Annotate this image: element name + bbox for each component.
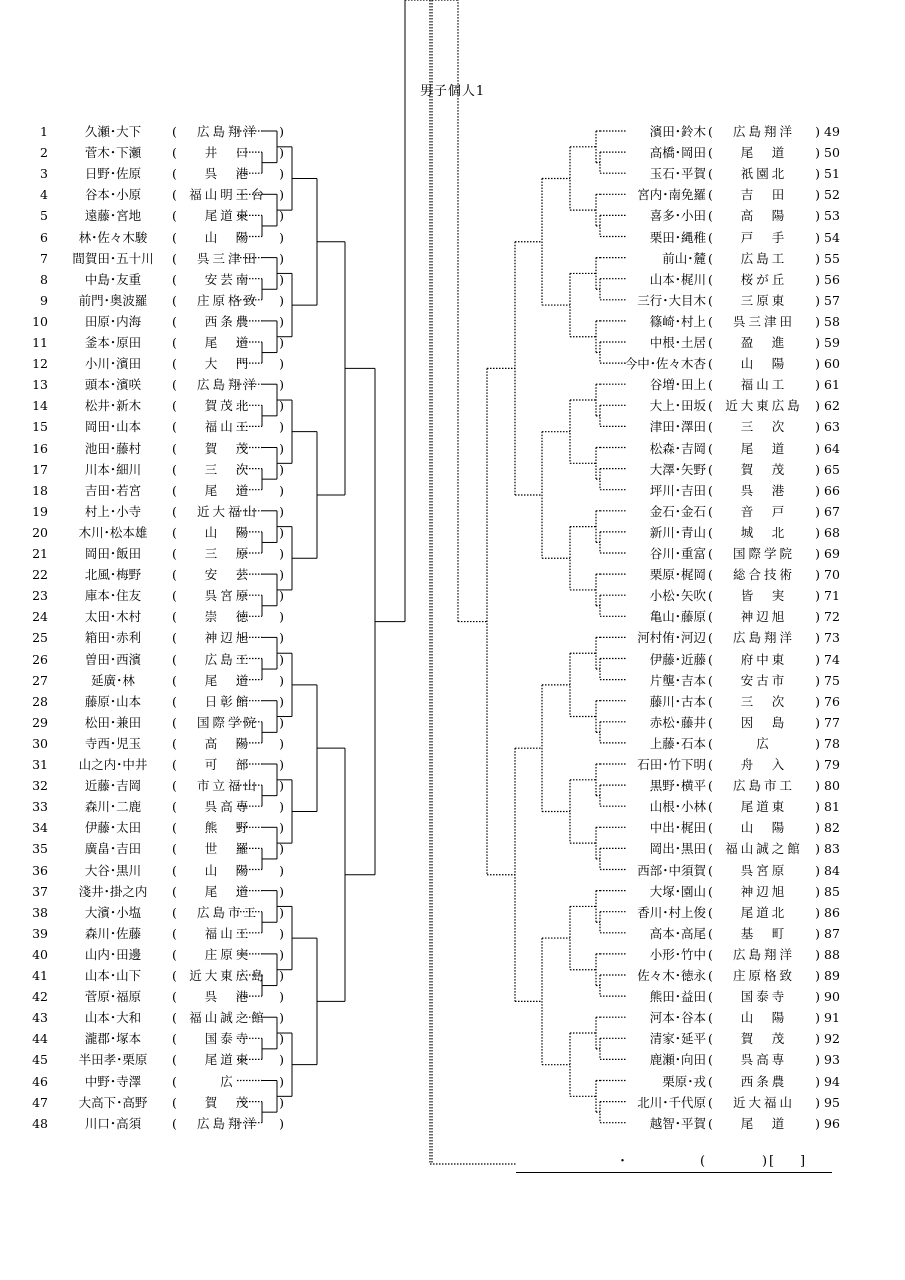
entry-number: 49 [824,124,840,139]
school-name: ( 賀茂北 ) [172,398,284,414]
player-names: 谷川･重富 [649,546,706,561]
school-name: ( 神辺旭 ) [708,883,820,899]
player-names: 小川･濱田 [84,356,142,372]
school-name: ( 崇 徳 ) [172,609,284,625]
entry-number: 53 [824,208,840,224]
entry-number: 16 [32,440,48,456]
school-name: ( 三原東 ) [708,292,820,308]
player-names: 高橋･岡田 [649,145,706,161]
player-names: 藤原･山本 [84,693,142,709]
school-name: ( 盈 進 ) [708,335,820,350]
school-name: ( 祇園北 ) [708,166,820,182]
player-names: 廣畠･吉田 [84,841,142,857]
player-names: 伊藤･近藤 [649,651,706,667]
entry-number: 80 [824,778,840,794]
entry-number: 50 [824,145,840,161]
school-name: ( 呉 港 ) [172,166,284,182]
entry-number: 74 [824,651,840,667]
school-name: ( 因 島 ) [708,714,820,730]
entry-number: 34 [32,820,48,836]
player-names: 森川･二鹿 [84,799,142,815]
result-dot: ・ [616,1154,630,1169]
player-names: 石田･竹下明 [637,757,706,772]
entry-number: 44 [32,1031,48,1047]
player-names: 寺西･児玉 [84,735,142,751]
player-names: 頭本･濱咲 [84,377,142,393]
entry-number: 91 [824,1010,840,1026]
player-names: 谷本･小原 [84,187,142,203]
entry-number: 47 [32,1094,48,1110]
entry-number: 54 [824,229,840,245]
entry-number: 64 [824,440,840,456]
entry-number: 75 [824,672,840,688]
player-names: 小形･竹中 [649,946,706,962]
school-name: ( 福山明王台 ) [172,187,284,203]
school-name: ( 世 羅 ) [172,841,284,857]
school-name: ( 近大福山 ) [172,503,284,519]
school-name: ( 賀 茂 ) [172,1094,284,1110]
player-names: 林･佐々木駿 [78,229,148,245]
entry-number: 9 [40,292,48,308]
player-names: 菅原･福原 [84,989,142,1005]
entry-number: 17 [32,461,48,477]
school-name: ( 尾 道 ) [172,482,284,498]
school-name: ( 城 北 ) [708,524,820,540]
school-name: ( 山 陽 ) [708,820,820,836]
player-names: 香川･村上俊 [637,904,706,920]
player-names: 川本･細川 [84,461,142,477]
entry-number: 96 [824,1115,840,1131]
entry-number: 42 [32,989,48,1005]
school-name: ( 国泰寺 ) [172,1031,284,1047]
player-names: 木川･松本雄 [78,524,148,540]
entry-number: 4 [40,187,48,203]
school-name: ( 西条農 ) [172,313,284,329]
player-names: 西部･中須賀 [637,862,706,878]
entry-number: 21 [32,546,48,561]
entry-number: 73 [824,630,840,646]
player-names: 赤松･藤井 [649,714,706,730]
school-name: ( 呉 港 ) [708,482,820,498]
school-name: ( 福山工 ) [172,419,284,435]
player-names: 庫本･住友 [84,588,142,604]
school-name: ( 皆 実 ) [708,588,820,604]
entry-number: 59 [824,335,840,350]
school-name: ( 桜が丘 ) [708,271,820,287]
school-name: ( 庄原実 ) [172,946,284,962]
entry-number: 20 [32,524,48,540]
player-names: 北川･千代原 [637,1094,706,1110]
result-bracket-close: ] [800,1154,806,1169]
player-names: 佐々木･徳永 [637,968,706,983]
entry-number: 13 [32,377,48,393]
entry-number: 72 [824,609,840,625]
entry-number: 41 [32,968,48,983]
entry-number: 84 [824,862,840,878]
entry-number: 26 [32,651,48,667]
entry-number: 11 [32,335,48,350]
player-names: 釜本･原田 [84,335,142,350]
entry-number: 39 [32,925,48,941]
school-name: ( 三 次 ) [708,419,820,435]
player-names: 栗田･縄稚 [649,229,706,245]
player-names: 山本･梶川 [649,271,706,287]
entry-number: 76 [824,693,840,709]
player-names: 黒野･横平 [649,778,706,794]
entry-number: 31 [32,757,48,772]
school-name: ( 尾道東 ) [172,1052,284,1068]
school-name: ( 尾 道 ) [708,1115,820,1131]
school-name: ( 尾道東 ) [708,799,820,815]
entry-number: 43 [32,1010,48,1026]
school-name: ( 呉 港 ) [172,989,284,1005]
player-names: 大高下･高野 [78,1094,148,1110]
player-names: 半田孝･栗原 [78,1052,148,1068]
school-name: ( 福山誠之館 ) [172,1010,284,1026]
school-name: ( 賀 茂 ) [172,440,284,456]
entry-number: 2 [40,145,48,161]
entry-number: 5 [40,208,48,224]
page-title: 男子個人1 [419,84,486,99]
entry-number: 6 [40,229,48,245]
school-name: ( 安 芸 ) [172,567,284,583]
entry-number: 33 [32,799,48,815]
school-name: ( 福山工 ) [708,377,820,393]
entry-number: 8 [40,271,48,287]
player-names: 今中･佐々木杏 [624,356,706,372]
player-names: 松森･吉岡 [649,440,706,456]
player-names: 淺井･掛之内 [78,883,148,899]
entry-number: 83 [824,841,840,857]
entry-number: 15 [32,419,48,435]
entry-number: 3 [40,166,48,182]
entry-number: 23 [32,588,48,604]
school-name: ( 井 口 ) [172,145,284,161]
school-name: ( 吉 田 ) [708,187,820,203]
school-name: ( 三 次 ) [708,693,820,709]
entry-number: 69 [824,546,840,561]
player-names: 吉田･若宮 [84,482,142,498]
player-names: 中島･友重 [84,271,142,287]
entry-number: 35 [32,841,48,857]
player-names: 大澤･矢野 [649,461,706,477]
entry-number: 62 [824,398,840,414]
school-name: ( 安芸南 ) [172,271,284,287]
player-names: 村上･小寺 [84,503,142,519]
school-name: ( 広島工 ) [708,250,820,266]
player-names: 伊藤･太田 [84,820,142,836]
entry-number: 46 [32,1073,48,1089]
entry-number: 36 [32,862,48,878]
entry-number: 92 [824,1031,840,1047]
entry-number: 93 [824,1052,840,1068]
entry-number: 40 [32,946,48,962]
player-names: 喜多･小田 [649,208,706,224]
player-names: 太田･木村 [84,609,142,625]
player-names: 山本･大和 [84,1010,142,1026]
player-names: 近藤･吉岡 [84,778,142,794]
school-name: ( 日彰館 ) [172,693,284,709]
entry-number: 58 [824,313,840,329]
player-names: 久瀬･大下 [84,124,142,139]
entry-number: 78 [824,735,840,751]
entry-number: 68 [824,524,840,540]
player-names: 大塚･園山 [649,883,706,899]
player-names: 越智･平賀 [649,1115,706,1131]
player-names: 中野･寺澤 [84,1073,142,1089]
school-name: ( 広島市工 ) [172,904,284,920]
entry-number: 87 [824,925,840,941]
school-name: ( 近大東広島 ) [708,398,820,414]
school-name: ( 山 陽 ) [708,1010,820,1026]
player-names: 山根･小林 [649,799,706,815]
player-names: 菅木･下瀬 [84,145,142,161]
school-name: ( 賀 茂 ) [708,461,820,477]
school-name: ( 大 門 ) [172,356,284,372]
entry-number: 10 [32,313,48,329]
entry-number: 66 [824,482,840,498]
entry-number: 79 [824,757,840,772]
school-name: ( 国際学院 ) [172,714,284,730]
school-name: ( 国際学院 ) [708,546,820,561]
entry-number: 61 [824,377,840,393]
school-name: ( 広島翔洋 ) [708,946,820,962]
school-name: ( 神辺旭 ) [708,609,820,625]
school-name: ( 庄原格致 ) [172,292,284,308]
entry-number: 51 [824,166,840,182]
player-names: 片壟･吉本 [649,672,706,688]
school-name: ( 近大福山 ) [708,1094,820,1110]
player-names: 上藤･石本 [649,735,706,751]
player-names: 瀧郡･塚本 [84,1031,142,1047]
entry-number: 88 [824,946,840,962]
entry-number: 28 [32,693,48,709]
entry-number: 56 [824,271,840,287]
entry-number: 65 [824,461,840,477]
player-names: 栗原･戎 [662,1073,706,1089]
player-names: 玉石･平賀 [649,166,706,182]
school-name: ( 広島翔洋 ) [172,124,284,139]
entry-number: 37 [32,883,48,899]
player-names: 新川･青山 [649,524,706,540]
player-names: 岡田･飯田 [84,546,142,561]
player-names: 濱田･鈴木 [649,124,706,139]
player-names: 谷増･田上 [649,377,706,393]
player-names: 松田･兼田 [84,714,142,730]
school-name: ( 熊 野 ) [172,820,284,836]
entry-number: 1 [40,124,48,139]
school-name: ( 高 陽 ) [708,208,820,224]
school-name: ( 戸 手 ) [708,229,820,245]
player-names: 栗原･梶岡 [649,567,706,583]
school-name: ( 呉三津田 ) [708,313,820,329]
player-names: 岡出･黒田 [649,841,706,857]
entry-number: 94 [824,1073,840,1089]
school-name: ( 山 陽 ) [172,524,284,540]
school-name: ( 山 陽 ) [708,356,820,372]
school-name: ( 府中東 ) [708,651,820,667]
entry-number: 60 [824,356,840,372]
player-names: 河村侑･河辺 [637,630,706,646]
entry-number: 86 [824,904,840,920]
player-names: 山之内･中井 [78,757,148,772]
player-names: 山本･山下 [84,968,142,983]
school-name: ( 尾 道 ) [708,440,820,456]
player-names: 日野･佐原 [84,166,142,182]
entry-number: 22 [32,567,48,583]
school-name: ( 呉高専 ) [708,1052,820,1068]
entry-number: 95 [824,1094,840,1110]
player-names: 亀山･藤原 [649,609,706,625]
school-name: ( 基 町 ) [708,925,820,941]
entry-number: 82 [824,820,840,836]
player-names: 大上･田坂 [649,398,706,414]
player-names: 坪川･吉田 [649,482,706,498]
entry-number: 55 [824,250,840,266]
final-result-line [516,1152,832,1173]
player-names: 間賀田･五十川 [72,250,154,266]
player-names: 田原･内海 [84,313,142,329]
result-paren-close: ) [762,1154,768,1169]
school-name: ( 呉宮原 ) [172,588,284,604]
player-names: 藤川･古本 [649,693,706,709]
entry-number: 24 [32,609,48,625]
player-names: 中出･梶田 [649,820,706,836]
school-name: ( 市立福山 ) [172,778,284,794]
entry-number: 89 [824,968,840,983]
school-name: ( 山 陽 ) [172,862,284,878]
player-names: 延廣･林 [91,672,135,688]
school-name: ( 山 陽 ) [172,229,284,245]
player-names: 宮内･南免羅 [637,187,706,203]
entry-number: 71 [824,588,840,604]
school-name: ( 国泰寺 ) [708,989,820,1005]
school-name: ( 尾 道 ) [172,883,284,899]
school-name: ( 西条農 ) [708,1073,820,1089]
school-name: ( 広島市工 ) [708,778,820,794]
entry-number: 52 [824,187,840,203]
entry-number: 81 [824,799,840,815]
entry-number: 7 [40,250,48,266]
school-name: ( 呉宮原 ) [708,862,820,878]
school-name: ( 広島翔洋 ) [172,1115,284,1131]
school-name: ( 総合技術 ) [708,567,820,583]
player-names: 北風･梅野 [84,567,142,583]
player-names: 曽田･西濱 [84,651,142,667]
entry-number: 30 [32,735,48,751]
result-bracket-open: [ [769,1154,775,1169]
entry-number: 48 [32,1115,48,1131]
school-name: ( 賀 茂 ) [708,1031,820,1047]
school-name: ( 広島翔洋 ) [172,377,284,393]
entry-number: 70 [824,567,840,583]
player-names: 大谷･黒川 [84,862,142,878]
player-names: 津田･澤田 [649,419,706,435]
school-name: ( 庄原格致 ) [708,968,820,983]
school-name: ( 福山工 ) [172,925,284,941]
school-name: ( 音 戸 ) [708,503,820,519]
entry-number: 45 [32,1052,48,1068]
player-names: 中根･土居 [649,335,706,350]
school-name: ( 広島工 ) [172,651,284,667]
player-names: 鹿瀬･向田 [649,1052,706,1068]
player-names: 三行･大目木 [637,292,706,308]
player-names: 前門･奥波羅 [78,292,148,308]
entry-number: 29 [32,714,48,730]
entry-number: 90 [824,989,840,1005]
entry-number: 57 [824,292,840,308]
school-name: ( 広島翔洋 ) [708,124,820,139]
player-names: 大濱･小塩 [84,904,142,920]
school-name: ( 三 原 ) [172,546,284,561]
school-name: ( 神辺旭 ) [172,630,284,646]
entry-number: 85 [824,883,840,899]
result-paren-open: ( [700,1154,706,1169]
player-names: 熊田･益田 [649,989,706,1005]
school-name: ( 広 ) [172,1073,284,1089]
player-names: 金石･金石 [649,503,706,519]
player-names: 森川･佐藤 [84,925,142,941]
school-name: ( 高 陽 ) [172,735,284,751]
school-name: ( 三 次 ) [172,461,284,477]
player-names: 松井･新木 [84,398,142,414]
school-name: ( 可 部 ) [172,757,284,772]
entry-number: 19 [32,503,48,519]
school-name: ( 広 ) [708,735,820,751]
player-names: 高本･高尾 [649,925,706,941]
school-name: ( 尾道北 ) [708,904,820,920]
entry-number: 63 [824,419,840,435]
school-name: ( 尾 道 ) [172,335,284,350]
player-names: 遠藤･宮地 [84,208,142,224]
entry-number: 18 [32,482,48,498]
entry-number: 14 [32,398,48,414]
player-names: 岡田･山本 [84,419,142,435]
school-name: ( 呉三津田 ) [172,250,284,266]
school-name: ( 安古市 ) [708,672,820,688]
school-name: ( 尾 道 ) [172,672,284,688]
player-names: 清家･延平 [649,1031,706,1047]
player-names: 小松･矢吹 [649,588,706,604]
school-name: ( 舟 入 ) [708,757,820,772]
entry-number: 32 [32,778,48,794]
player-names: 山内･田邊 [84,946,142,962]
entry-number: 27 [32,672,48,688]
school-name: ( 尾道東 ) [172,208,284,224]
entry-number: 38 [32,904,48,920]
school-name: ( 尾 道 ) [708,145,820,161]
entry-number: 12 [32,356,48,372]
school-name: ( 広島翔洋 ) [708,630,820,646]
school-name: ( 福山誠之館 ) [708,841,820,857]
player-names: 箱田･赤利 [84,630,142,646]
school-name: ( 呉高専 ) [172,799,284,815]
player-names: 河本･谷本 [649,1010,706,1026]
player-names: 篠崎･村上 [649,313,706,329]
school-name: ( 近大東広島 ) [172,968,284,983]
entry-number: 77 [824,714,840,730]
player-names: 前山･麓 [662,250,706,266]
player-names: 池田･藤村 [84,440,142,456]
entry-number: 67 [824,503,840,519]
player-names: 川口･高須 [84,1115,142,1131]
entry-number: 25 [32,630,48,646]
